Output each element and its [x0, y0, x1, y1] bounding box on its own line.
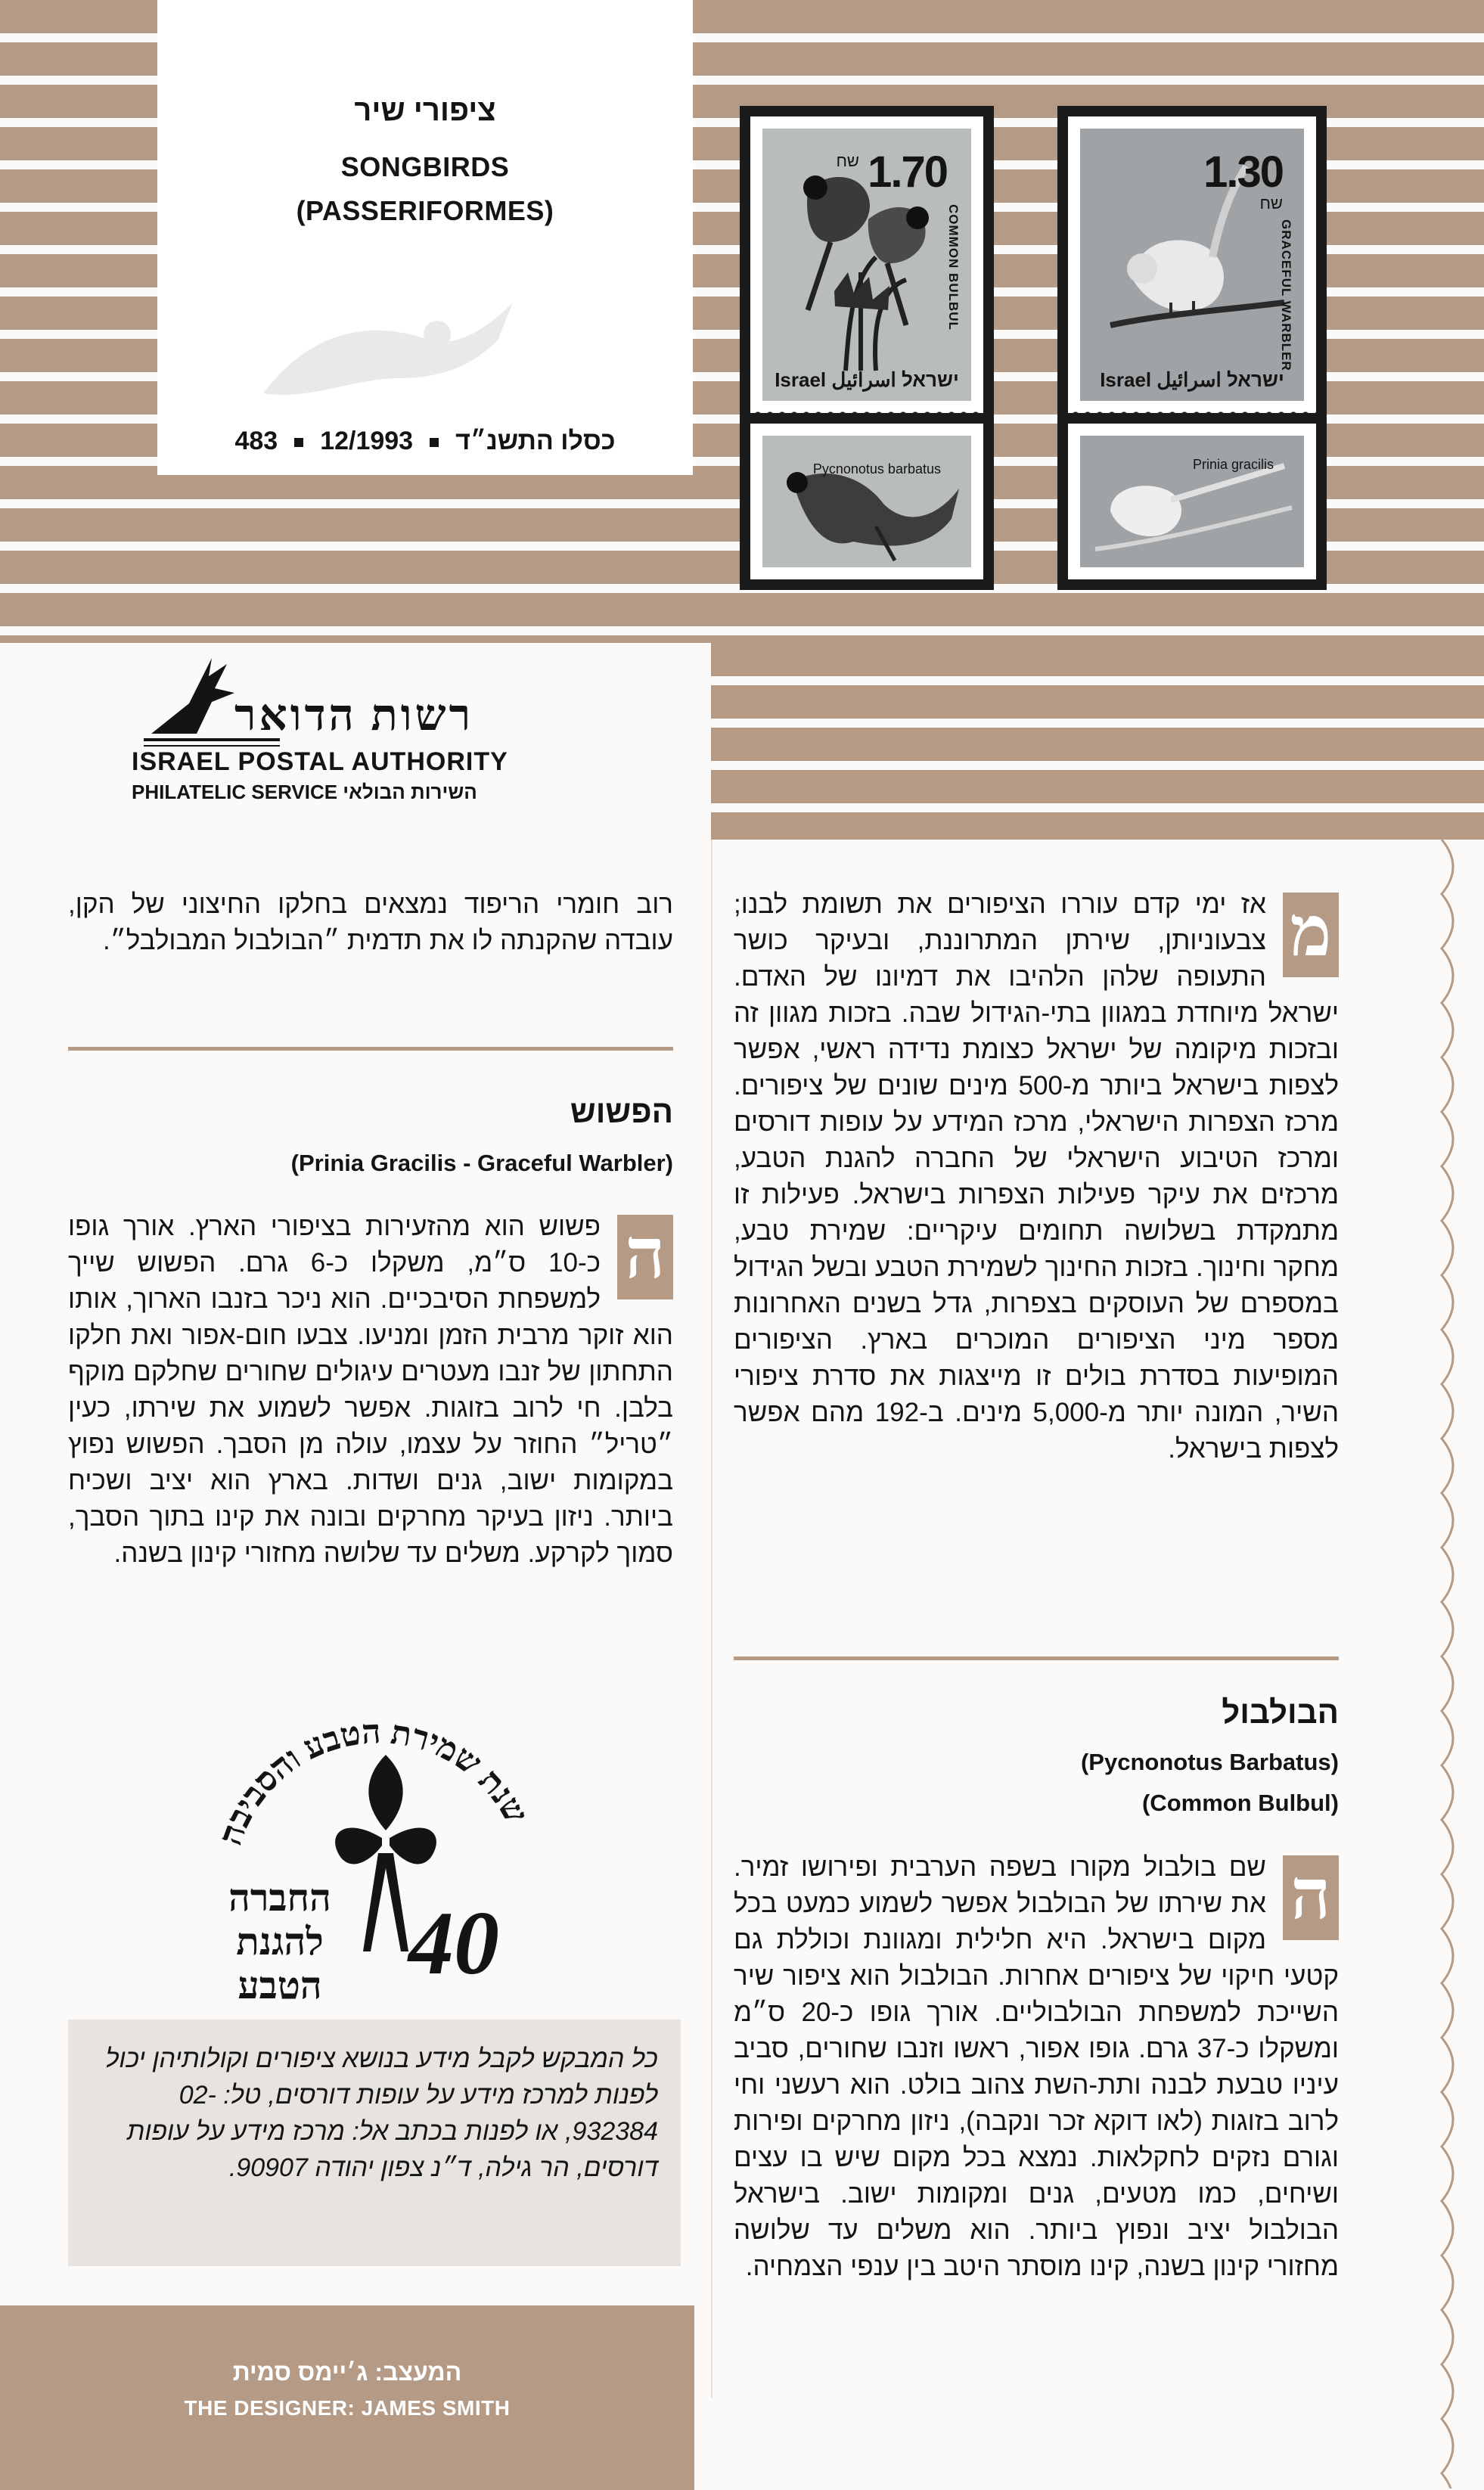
bulbul-heading: הבולבול	[1222, 1694, 1339, 1730]
issue-line	[157, 427, 693, 456]
stamp-warbler	[1068, 116, 1316, 413]
bird-watermark-icon	[248, 272, 520, 424]
info-box	[68, 2020, 681, 2266]
stamp-tab-label: Pycnonotus barbatus	[812, 461, 941, 477]
bulbul-dropcap: ה	[1283, 1855, 1339, 1940]
perforation-row	[1057, 411, 1327, 419]
stamp-warbler-block	[1057, 106, 1327, 590]
intro-paragraph	[734, 886, 1339, 1467]
nature-protection-emblem	[189, 1702, 552, 2020]
title-latin-order: (PASSERIFORMES)	[296, 195, 554, 226]
emblem-org-line-3: הטבע	[238, 1964, 322, 2007]
bulbul-latin-name: (Pycnonotus Barbatus)	[1080, 1749, 1339, 1775]
stamp-face	[762, 129, 971, 401]
tab-face	[762, 436, 971, 567]
emblem-number: 40	[408, 1892, 499, 1993]
stamp-currency: שח	[836, 151, 859, 170]
stamp-face	[1080, 129, 1304, 401]
scalloped-edge	[1434, 840, 1472, 2488]
warbler-dropcap: ה	[617, 1215, 673, 1299]
emblem-org-line-2: להגנת	[236, 1920, 324, 1963]
section-rule	[68, 1047, 673, 1051]
stamp-value: 1.70	[868, 147, 947, 197]
stamp-bulbul	[750, 116, 983, 413]
column-divider	[711, 840, 713, 2398]
bulbul-text: שם בולבול מקורו בשפה הערבית ופירושו זמיר. את שירתו של הבולבול אפשר לשמוע כמעט בכל מקום בישראל. היא חלילית ומגוונת וכוללת גם קטעי חיקוי של ציפורים אחרות. הבולבול הוא ציפור שיר השייכת למשפחת הבולבוליים. אורך גופו כ-20 ס״מ ומשקלו כ-37 גרם. גופו אפור, ראשו וזנבו שחורים, סביב עיניו טבעת לבנה ותת-השת צהוב בולט. הוא רעשני וחי לרוב בזוגות (לאו דוקא זכר ונקבה), ניזון מחרקים ופירות וגורם נזקים לחקלאות. נמצא בכל מקום שיש בו עצים ושיחים, כמו מטעים, גנים ומקומות ישוב. בישראל הבולבול יציב ונפוץ ביותר. הוא משלים עד שלושה מחזורי קינון בשנה, קינו מוסתר היטב בין ענפי הצמחיה.	[734, 1852, 1340, 2281]
emblem-arc-text: שנת שמירת הטבע והסביבה	[211, 1713, 535, 1850]
stamp-species-name: COMMON BULBUL	[946, 204, 961, 331]
issue-date: 12/1993	[320, 427, 414, 455]
issue-number: 483	[234, 427, 278, 455]
warbler-latin-name: (Prinia Gracilis - Graceful Warbler)	[290, 1150, 673, 1176]
stamp-bulbul-tab	[750, 424, 983, 579]
warbler-heading: הפשוש	[570, 1094, 673, 1129]
title-panel	[157, 0, 693, 475]
header-stripes-extension	[711, 643, 1484, 840]
section-rule	[734, 1656, 1339, 1660]
info-text: כל המבקש לקבל מידע בנושא ציפורים וקולותיהן יכול לפנות למרכז מידע על עופות דורסים, טל: 02-932384, או לפנות בכתב אל: מרכז מידע על עופות דורסים, הר גילה, ד״נ צפון יהודה 90907.	[105, 2044, 658, 2182]
emblem-org-line-1: החברה	[228, 1877, 331, 1919]
bullet-square-icon	[294, 438, 303, 447]
postal-authority-logo	[106, 658, 529, 809]
bulbul-common-name: (Common Bulbul)	[1141, 1790, 1339, 1816]
issue-date-hebrew: כסלו התשנ״ד	[455, 427, 616, 455]
designer-panel	[0, 2305, 694, 2490]
bullet-square-icon	[430, 438, 439, 447]
warbler-tab-illustration-icon	[1080, 436, 1304, 567]
intro-dropcap: מ	[1283, 893, 1339, 977]
warbler-text: פשוש הוא מהזעירות בציפורי הארץ. אורך גופו כ-10 ס״מ, משקלו כ-6 גרם. הפשוש שייך למשפחת הסיבכיים. הוא ניכר בזנבו הארוך, אותו הוא זוקר מרבית הזמן ומניעו. צבעו חום-אפור ואת חלקו התחתון של זנבו מעטרים עיגולים שחורים שחלקם מוקף בלבן. חי לרוב בזוגות. אפשר לשמוע את שירתו, כעין ״טריל״ החוזר על עצמו, עולה מן הסבך. הפשוש נפוץ במקומות ישוב, גנים ושדות. בארץ הוא יציב ושכיח ביותר. ניזון בעיקר מחרקים ובונה את קינו בתוך הסבך, סמוך לקרקע. משלים עד שלושה מחזורי קינון בשנה.	[68, 1212, 673, 1568]
warbler-paragraph	[68, 1209, 673, 1572]
bulbul-paragraph	[734, 1849, 1339, 2285]
stamp-bulbul-block	[740, 106, 994, 590]
warbler-intro-paragraph	[68, 886, 673, 959]
warbler-intro-text: רוב חומרי הריפוד נמצאים בחלקו החיצוני של הקן, עובדה שהקנתה לו את תדמית ״הבולבול המבולבל״.	[68, 890, 673, 955]
stamp-tab-label: Prinia gracilis	[1192, 457, 1274, 472]
designer-hebrew: המעצב: ג׳יימס סמית	[232, 2358, 462, 2386]
tab-face	[1080, 436, 1304, 567]
stamp-country: Israel ישראל اسرائيل	[775, 368, 959, 391]
stamp-warbler-tab	[1068, 424, 1316, 579]
title-english: SONGBIRDS	[340, 151, 510, 182]
logo-english-name: ISRAEL POSTAL AUTHORITY	[132, 747, 508, 776]
logo-service-name: PHILATELIC SERVICE השירות הבולאי	[132, 781, 477, 803]
intro-text: אז ימי קדם עוררו הציפורים את תשומת לבנו; צבעוניותן, שירתן המתרוננת, ובעיקר כושר התעופה שלהן הלהיבו את דמיונו של האדם. ישראל מיוחדת במגוון בתי-הגידול שבה. בזכות מגוון זה ובזכות מיקומה של ישראל כצומת נדידה ראשי, אפשר לצפות בישראל ביותר מ-500 מינים שונים של ציפורים. מרכז הצפרות הישראלי, מרכז המידע על עופות דורסים ומרכז הטיבוע הישראלי של החברה להגנת הטבע, מרכזים את עיקר פעילות הצפרות בישראל. פעילות זו מתמקדת בשלושה תחומים עיקריים: שמירת טבע, מחקר וחינוך. בזכות החינוך לשמירת הטבע ובשל הגידול במספרם של העוסקים בצפרות, גדל בשנים האחרונות מספר מיני הציפורים המוכרים בארץ. הציפורים המופיעות בסדרת בולים זו מייצגות את סדרת ציפורי השיר, המונה יותר מ-5,000 מינים. ב-192 מהם אפשר לצפות בישראל.	[734, 890, 1340, 1464]
stamp-value: 1.30	[1203, 147, 1283, 197]
bulbul-tab-illustration-icon	[762, 436, 971, 567]
designer-english: THE DESIGNER: JAMES SMITH	[184, 2396, 511, 2420]
stamp-country: Israel ישראל اسرائيل	[1100, 368, 1284, 391]
stamp-currency: שח	[1259, 194, 1283, 213]
logo-hebrew-name: רשות הדואר	[234, 691, 474, 740]
perforation-row	[740, 411, 994, 419]
title-hebrew: ציפורי שיר	[354, 94, 496, 127]
stamp-species-name: GRACEFUL WARBLER	[1279, 219, 1293, 371]
